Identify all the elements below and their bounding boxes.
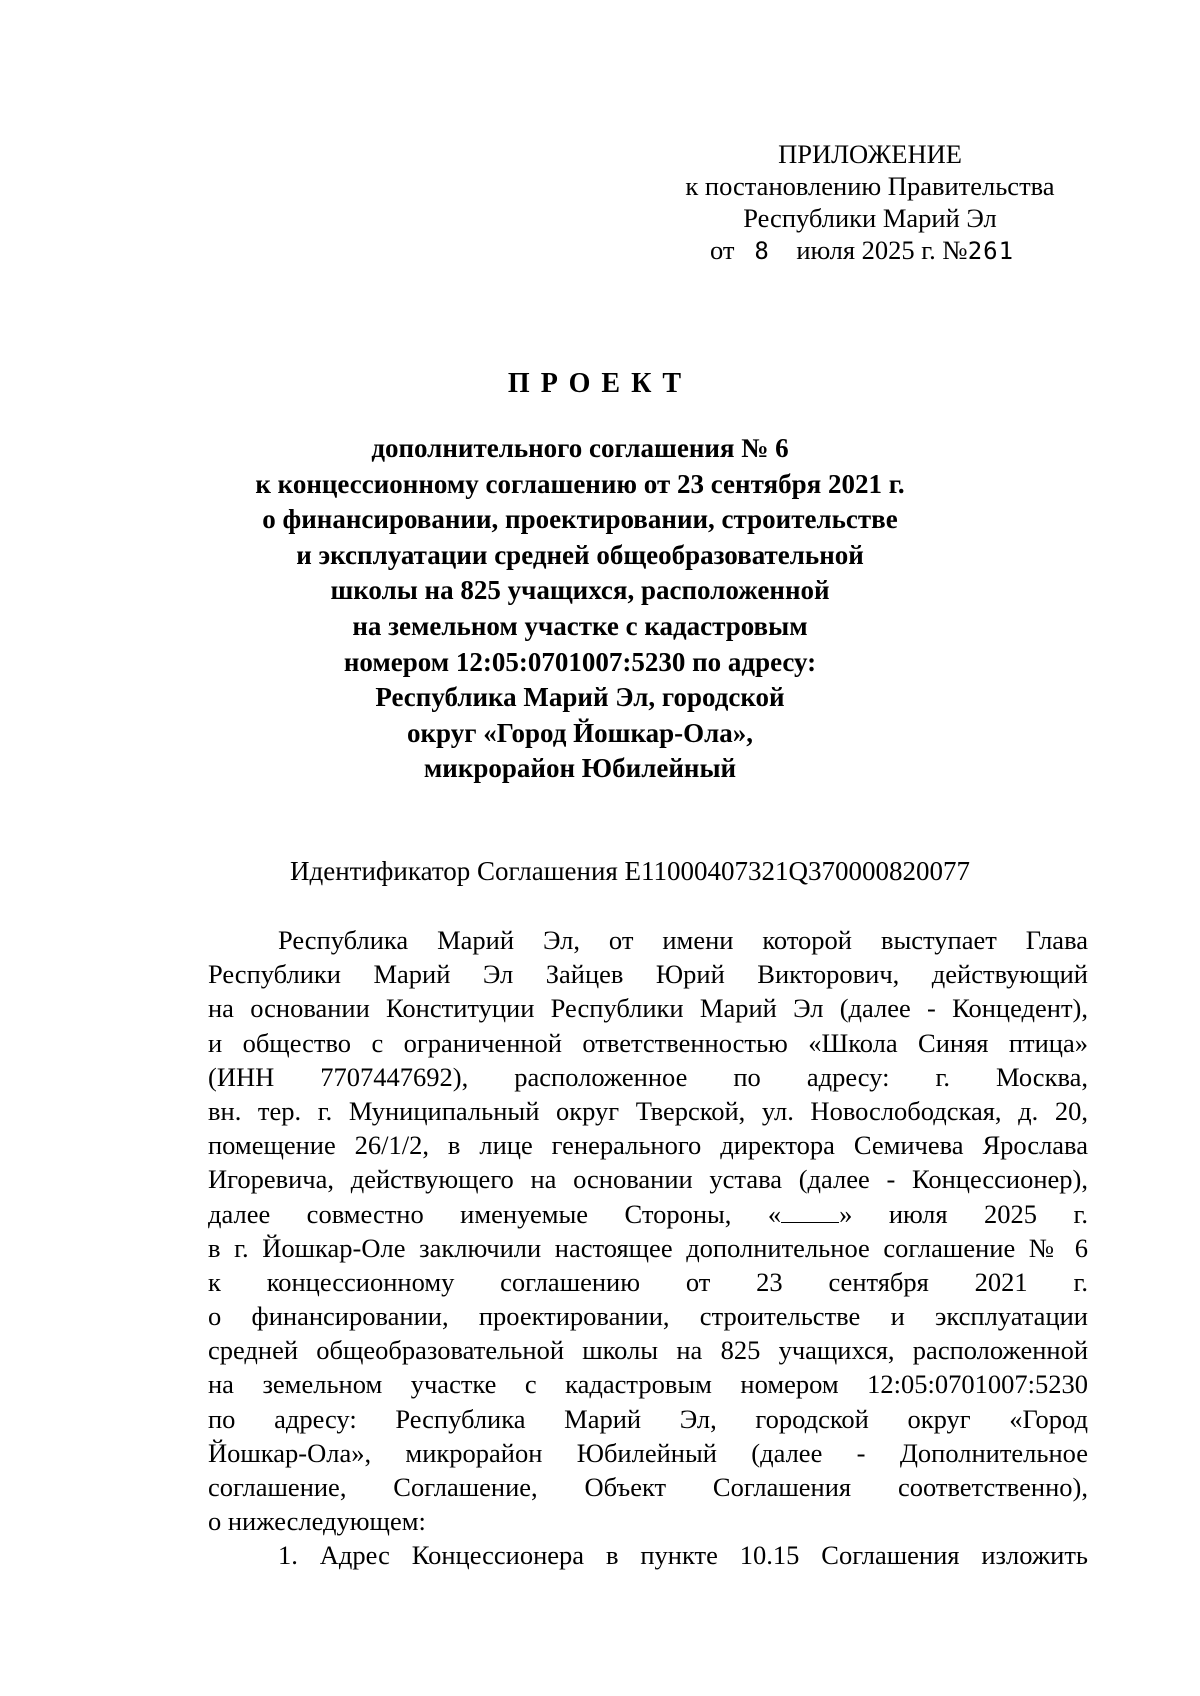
subtitle-line: номером 12:05:0701007:5230 по адресу: [343,646,817,677]
subtitle-line: школы на 825 учащихся, расположенной [330,575,830,606]
body-line: о нижеследующем: [208,1506,426,1537]
body-line-clause-1: 1. Адрес Концессионера в пункте 10.15 Соглашения изложить [278,1540,1088,1571]
close-quote: » [839,1198,853,1229]
annex-header [660,138,1080,267]
annex-date-day: 8 [754,237,770,265]
annex-number: 261 [967,237,1015,265]
body-line: Йошкар-Ола», микрорайон Юбилейный (далее - Дополнительное [208,1437,1088,1468]
annex-line-3: Республики Марий Эл [743,203,997,233]
body-line: вн. тер. г. Муниципальный округ Тверской, ул. Новослободская, д. 20, [208,1095,1088,1126]
agreement-subtitle [200,431,960,787]
annex-date-month-year: июля 2025 г. № [796,235,968,265]
subtitle-line: к концессионному соглашению от 23 сентября 2021 г. [255,468,905,499]
body-line: в г. Йошкар-Оле заключили настоящее дополнительное соглашение № 6 [208,1232,1088,1263]
body-line: средней общеобразовательной школы на 825 учащихся, расположенной [208,1335,1088,1366]
body-line: помещение 26/1/2, в лице генерального директора Семичева Ярослава [208,1130,1088,1161]
open-quote: « [767,1198,782,1229]
body-line: по адресу: Республика Марий Эл, городской округ «Город [208,1403,1088,1434]
date-blank [781,1200,839,1223]
body-line: Республика Марий Эл, от имени которой выступает Глава [278,925,1088,955]
body-line: к концессионному соглашению от 23 сентября 2021 г. [208,1266,1088,1297]
subtitle-line: округ «Город Йошкар-Ола», [406,717,754,748]
body-line: (ИНН 7707447692), расположенное по адресу: г. Москва, [208,1061,1088,1092]
body-line: о финансировании, проектировании, строительстве и эксплуатации [208,1301,1088,1332]
body-line: и общество с ограниченной ответственностью «Школа Синяя птица» [208,1027,1088,1058]
body-line-date [208,1197,1088,1231]
annex-date-line [660,234,1080,267]
annex-title: ПРИЛОЖЕНИЕ [778,139,962,169]
subtitle-line: о финансировании, проектировании, строительстве [262,504,898,535]
project-title: ПРОЕКТ [507,368,693,399]
agreement-identifier: Идентификатор Соглашения E11000407321Q370000820077 [290,856,971,886]
body-line: на земельном участке с кадастровым номером 12:05:0701007:5230 [208,1369,1088,1400]
body-line: на основании Конституции Республики Марий Эл (далее - Концедент), [208,993,1088,1024]
body-line: Игоревича, действующего на основании устава (далее - Концессионер), [208,1164,1088,1195]
body-paragraph [208,923,1088,1573]
subtitle-line: дополнительного соглашения № 6 [371,433,789,463]
subtitle-line: на земельном участке с кадастровым [352,610,808,641]
subtitle-line: и эксплуатации средней общеобразовательной [296,539,864,570]
body-line: соглашение, Соглашение, Объект Соглашения соответственно), [208,1472,1088,1502]
annex-date-from: от [710,235,735,265]
annex-line-2: к постановлению Правительства [685,171,1055,201]
body-line: Республики Марий Эл Зайцев Юрий Викторович, действующий [208,959,1088,990]
subtitle-line: микрорайон Юбилейный [423,753,737,784]
body-line-date-start: далее совместно именуемые Стороны, [208,1198,732,1229]
subtitle-line: Республика Марий Эл, городской [375,682,785,713]
body-line-date-end: июля 2025 г. [888,1198,1088,1229]
